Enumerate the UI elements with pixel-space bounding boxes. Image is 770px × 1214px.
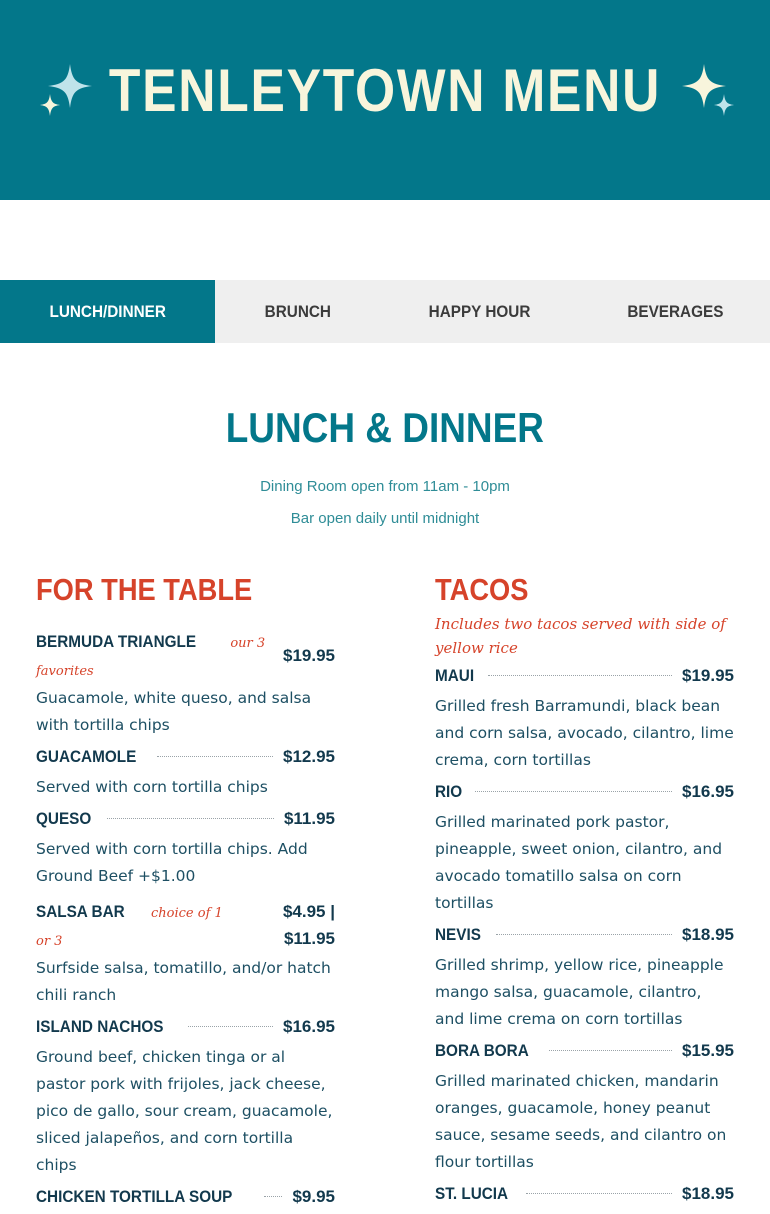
leader-dots [188, 1026, 273, 1027]
menu-item [36, 898, 335, 1009]
leader-dots [107, 818, 274, 819]
item-name: ST. LUCIA [435, 1184, 509, 1203]
item-description: Grilled marinated chicken, mandarin oranges, guacamole, honey peanut sauce, sesame seeds, and cilantro on flour tortillas [435, 1072, 727, 1171]
section-title [0, 404, 770, 452]
item-price: $12.95 [283, 747, 335, 766]
item-price: $16.95 [283, 1017, 335, 1036]
item-price: $15.95 [682, 1041, 734, 1060]
leader-dots [526, 1193, 672, 1194]
category-note: Includes two tacos served with side of yellow rice [435, 615, 726, 657]
section-title-text: LUNCH & DINNER [225, 404, 545, 451]
tab-brunch[interactable] [215, 280, 380, 343]
item-price: $9.95 [292, 1187, 335, 1206]
menu-item [36, 1187, 335, 1214]
item-note: choice of 1 or 3 [36, 906, 223, 949]
item-name: GUACAMOLE [36, 747, 137, 766]
item-note: our 3 favorites [36, 636, 266, 679]
item-description: Ground beef, chicken tinga or al pastor pork with frijoles, jack cheese, pico de gallo, sour cream, guacamole, sliced jalapeños, and corn tortilla chips [36, 1048, 333, 1174]
menu-item [435, 1041, 734, 1176]
item-description: Grilled fresh Barramundi, black bean and corn salsa, avocado, cilantro, lime crema, corn tortillas [435, 697, 734, 769]
page-title: TENLEYTOWN MENU [108, 57, 662, 124]
tab-beverages[interactable] [580, 280, 770, 343]
tab-label: HAPPY HOUR [429, 301, 531, 321]
item-name: CHICKEN TORTILLA SOUP [36, 1187, 233, 1206]
item-name: BERMUDA TRIANGLE [36, 632, 197, 651]
menu-item [36, 628, 335, 739]
leader-dots [488, 675, 672, 676]
item-description: Grilled shrimp, yellow rice, pineapple mango salsa, guacamole, cilantro, and lime crema on corn tortillas [435, 956, 724, 1028]
item-description: Guacamole, white queso, and salsa with tortilla chips [36, 689, 312, 734]
item-description: Served with corn tortilla chips. Add Ground Beef +$1.00 [36, 840, 308, 885]
category-title-text: FOR THE TABLE [36, 572, 253, 607]
item-price: $18.95 [682, 1184, 734, 1203]
menu-item [36, 809, 335, 890]
menu-item [36, 1017, 335, 1179]
menu-item [435, 666, 734, 774]
leader-dots [264, 1196, 282, 1197]
dining-hours: Dining Room open from 11am - 10pm [260, 478, 510, 495]
item-price: $18.95 [682, 925, 734, 944]
tacos-column [435, 572, 734, 1214]
bar-hours: Bar open daily until midnight [290, 510, 480, 527]
tab-lunch-dinner[interactable] [0, 280, 215, 343]
item-description: Grilled marinated pork pastor, pineapple, sweet onion, cilantro, and avocado tomatillo salsa on corn tortillas [435, 813, 723, 912]
item-price: $19.95 [283, 646, 335, 665]
item-price: $11.95 [283, 809, 335, 828]
tab-label: BRUNCH [264, 301, 331, 321]
menu-item [435, 925, 734, 1033]
item-price: $19.95 [682, 666, 734, 685]
menu-item [435, 782, 734, 917]
item-name: BORA BORA [435, 1041, 529, 1060]
item-name: QUESO [36, 809, 92, 828]
item-description: Surfside salsa, tomatillo, and/or hatch chili ranch [36, 959, 331, 1004]
tab-label: BEVERAGES [626, 301, 724, 321]
item-name: ISLAND NACHOS [36, 1017, 164, 1036]
tab-label: LUNCH/DINNER [49, 301, 166, 321]
item-name: NEVIS [435, 925, 481, 944]
category-title-text: TACOS [435, 572, 529, 607]
category-title [36, 572, 335, 618]
item-name: RIO [435, 782, 463, 801]
menu-item [36, 747, 335, 801]
item-name: MAUI [435, 666, 475, 685]
item-name: SALSA BAR [36, 902, 125, 921]
item-price: $4.95 | $11.95 [282, 902, 335, 948]
leader-dots [157, 756, 273, 757]
leader-dots [496, 934, 672, 935]
hero-banner [0, 0, 770, 200]
menu-tabs [0, 280, 770, 343]
item-description: Served with corn tortilla chips [36, 778, 268, 796]
for-the-table-column [36, 572, 335, 1214]
leader-dots [549, 1050, 672, 1051]
item-price: $16.95 [682, 782, 734, 801]
menu-item [435, 1184, 734, 1211]
sparkle-icon-right [680, 60, 740, 120]
tab-happy-hour[interactable] [380, 280, 580, 343]
leader-dots [475, 791, 672, 792]
